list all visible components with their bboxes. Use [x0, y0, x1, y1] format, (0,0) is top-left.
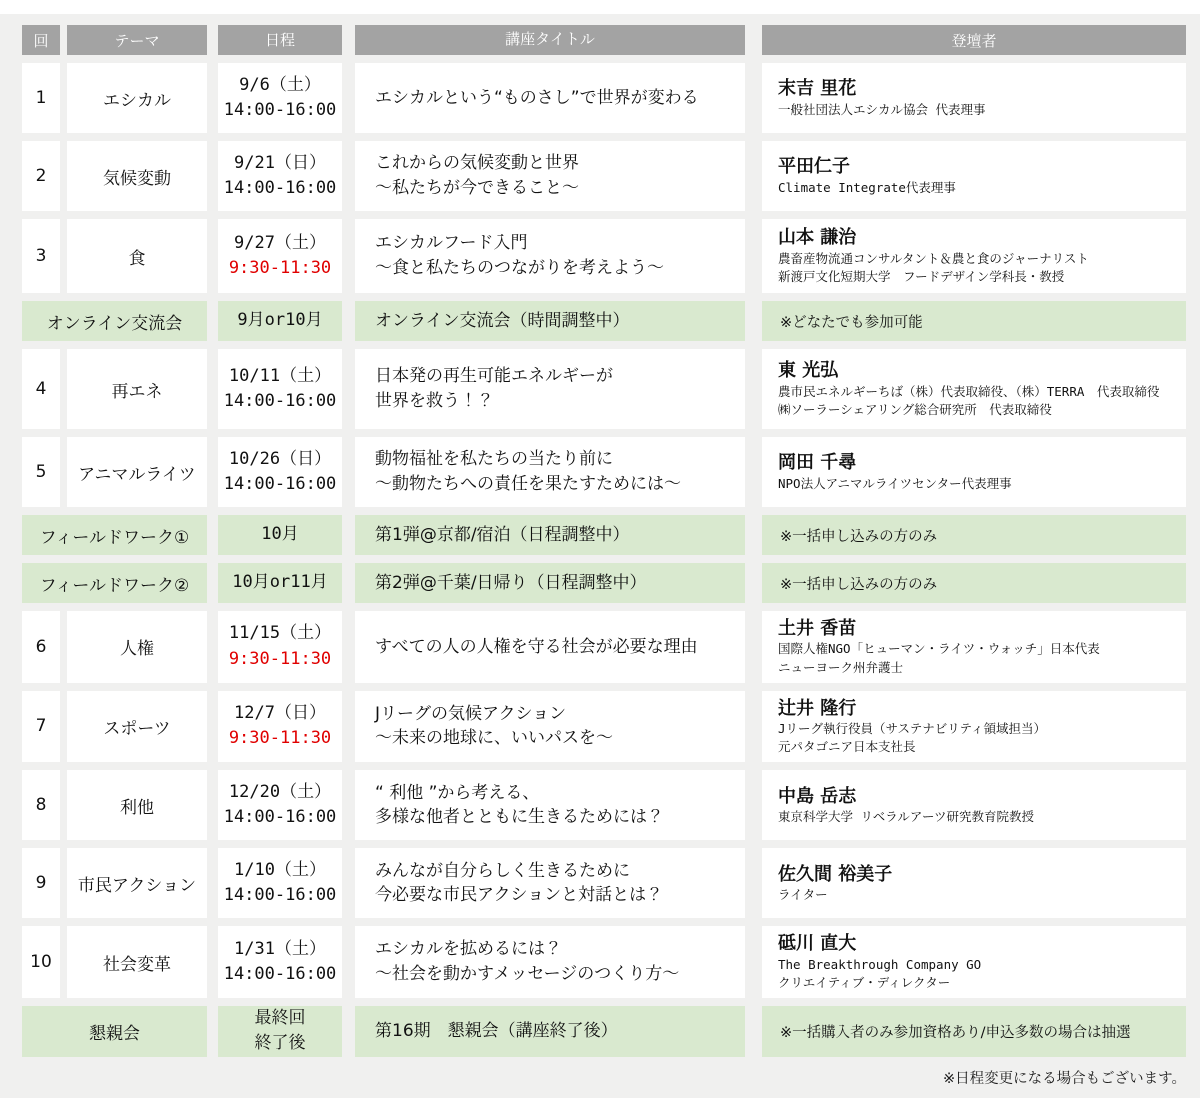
- time-line: 14:00-16:00: [223, 885, 337, 906]
- title-line: ～食と私たちのつながりを考えよう～: [375, 258, 664, 278]
- special-row-label: 懇親会: [22, 1006, 207, 1057]
- title-cell: [355, 1006, 745, 1057]
- date-cell: [218, 1006, 342, 1057]
- header-date: 日程: [218, 25, 342, 55]
- session-number: 7: [22, 691, 60, 763]
- title-cell: [355, 437, 745, 507]
- speaker-cell: [762, 691, 1186, 763]
- table-row: [22, 611, 1186, 683]
- date-line: 終了後: [254, 1033, 306, 1054]
- table-row: [22, 219, 1186, 293]
- speaker-role: 一般社団法人エシカル協会 代表理事: [778, 101, 986, 117]
- theme-cell: 食: [67, 219, 207, 293]
- date-line: 最終回: [254, 1007, 306, 1028]
- speaker-name: 山本 謙治: [778, 227, 857, 249]
- table-row: [22, 437, 1186, 507]
- date-line: 12/7（日）: [234, 702, 326, 723]
- date-cell: [218, 691, 342, 763]
- title-line: 第1弾@京都/宿泊（日程調整中）: [375, 524, 630, 545]
- participation-note: ※一括購入者のみ参加資格あり/申込多数の場合は抽選: [762, 1006, 1186, 1057]
- time-line: 9:30-11:30: [228, 648, 332, 669]
- header-theme: テーマ: [67, 25, 207, 55]
- theme-cell: アニマルライツ: [67, 437, 207, 507]
- speaker-role: クリエイティブ・ディレクター: [778, 974, 951, 990]
- title-cell: [355, 63, 745, 133]
- schedule-change-disclaimer: ※日程変更になる場合もございます。: [943, 1070, 1186, 1087]
- header-speakers: 登壇者: [762, 25, 1186, 55]
- table-header-row: [22, 25, 1186, 55]
- speaker-name: 砥川 直大: [778, 933, 857, 955]
- title-cell: [355, 563, 745, 603]
- title-cell: [355, 848, 745, 918]
- date-line: 10月or11月: [232, 572, 328, 593]
- title-cell: [355, 349, 745, 429]
- date-line: 10月: [261, 524, 299, 545]
- header-session: 回: [22, 25, 60, 55]
- title-line: Jリーグの気候アクション: [375, 703, 567, 724]
- date-cell: [218, 926, 342, 998]
- speaker-cell: [762, 926, 1186, 998]
- date-cell: [218, 301, 342, 341]
- date-line: 1/31（土）: [234, 938, 326, 959]
- special-row-label: オンライン交流会: [22, 301, 207, 341]
- speaker-name: 末吉 里花: [778, 78, 857, 100]
- title-cell: [355, 770, 745, 840]
- title-cell: [355, 219, 745, 293]
- date-line: 9/6（土）: [239, 74, 321, 95]
- table-row: [22, 770, 1186, 840]
- theme-cell: エシカル: [67, 63, 207, 133]
- course-schedule-table: [22, 25, 1186, 1057]
- title-cell: [355, 926, 745, 998]
- time-line: 14:00-16:00: [223, 474, 337, 494]
- speaker-cell: [762, 437, 1186, 507]
- time-line: 14:00-16:00: [223, 391, 337, 411]
- fieldwork-2-row: [22, 563, 1186, 603]
- speaker-cell: [762, 848, 1186, 918]
- date-cell: [218, 515, 342, 555]
- date-cell: [218, 437, 342, 507]
- session-number: 3: [22, 219, 60, 293]
- title-cell: [355, 301, 745, 341]
- speaker-role: 農畜産物流通コンサルタント＆農と食のジャーナリスト: [778, 250, 1089, 266]
- participation-note: ※一括申し込みの方のみ: [762, 563, 1186, 603]
- title-line: 多様な他者とともに生きるためには？: [375, 807, 664, 828]
- speaker-name: 土井 香苗: [778, 618, 857, 639]
- speaker-cell: [762, 349, 1186, 429]
- speaker-name: 平田仁子: [778, 156, 850, 178]
- speaker-role: 元パタゴニア日本支社長: [778, 739, 916, 755]
- date-line: 10/26（日）: [228, 448, 332, 469]
- session-number: 8: [22, 770, 60, 840]
- date-cell: [218, 770, 342, 840]
- table-row: [22, 926, 1186, 998]
- date-cell: [218, 349, 342, 429]
- date-line: 9月or10月: [237, 310, 323, 331]
- title-line: エシカルを拡めるには？: [375, 939, 562, 960]
- speaker-cell: [762, 219, 1186, 293]
- schedule-page: [0, 14, 1200, 1098]
- speaker-role: 国際人権NGO「ヒューマン・ライツ・ウォッチ」日本代表: [778, 641, 1100, 657]
- title-line: みんなが自分らしく生きるために: [375, 860, 630, 881]
- title-cell: [355, 141, 745, 211]
- title-cell: [355, 515, 745, 555]
- speaker-role: ライター: [778, 886, 828, 902]
- title-line: 第2弾@千葉/日帰り（日程調整中）: [375, 572, 647, 593]
- date-cell: [218, 141, 342, 211]
- speaker-name: 中島 岳志: [778, 785, 857, 807]
- date-cell: [218, 563, 342, 603]
- speaker-role: 農市民エネルギーちば（株）代表取締役、（株）TERRA 代表取締役: [778, 383, 1160, 399]
- session-number: 6: [22, 611, 60, 683]
- date-cell: [218, 63, 342, 133]
- title-line: エシカルフード入門: [375, 233, 528, 254]
- time-line: 14:00-16:00: [223, 807, 337, 828]
- social-gathering-row: [22, 1006, 1186, 1057]
- theme-cell: 市民アクション: [67, 848, 207, 918]
- session-number: 2: [22, 141, 60, 211]
- fieldwork-1-row: [22, 515, 1186, 555]
- special-row-label: フィールドワーク②: [22, 563, 207, 603]
- participation-note: ※一括申し込みの方のみ: [762, 515, 1186, 555]
- time-line: 14:00-16:00: [223, 178, 337, 198]
- table-row: [22, 691, 1186, 763]
- speaker-role: Climate Integrate代表理事: [778, 179, 956, 195]
- date-line: 12/20（土）: [228, 781, 332, 802]
- participation-note: ※どなたでも参加可能: [762, 301, 1186, 341]
- speaker-role: Jリーグ執行役員（サステナビリティ領域担当）: [778, 721, 1047, 737]
- title-line: これからの気候変動と世界: [375, 153, 579, 174]
- time-line: 9:30-11:30: [228, 258, 332, 278]
- top-white-strip: [0, 0, 1200, 14]
- theme-cell: スポーツ: [67, 691, 207, 763]
- header-title: 講座タイトル: [355, 25, 745, 55]
- time-line: 14:00-16:00: [223, 964, 337, 985]
- date-line: 10/11（土）: [228, 365, 332, 386]
- title-line: 日本発の再生可能エネルギーが: [375, 366, 613, 387]
- table-row: [22, 848, 1186, 918]
- date-line: 9/21（日）: [234, 152, 326, 173]
- date-line: 9/27（土）: [234, 232, 326, 253]
- speaker-cell: [762, 770, 1186, 840]
- speaker-role: NPO法人アニマルライツセンター代表理事: [778, 475, 1012, 491]
- title-line: ～社会を動かすメッセージのつくり方～: [375, 964, 680, 985]
- title-line: すべての人の人権を守る社会が必要な理由: [375, 636, 698, 657]
- table-row: [22, 349, 1186, 429]
- session-number: 4: [22, 349, 60, 429]
- title-cell: [355, 691, 745, 763]
- theme-cell: 利他: [67, 770, 207, 840]
- theme-cell: 再エネ: [67, 349, 207, 429]
- date-cell: [218, 611, 342, 683]
- theme-cell: 人権: [67, 611, 207, 683]
- title-cell: [355, 611, 745, 683]
- date-line: 1/10（土）: [234, 859, 326, 880]
- speaker-name: 辻井 隆行: [778, 697, 857, 719]
- title-line: ～未来の地球に、いいパスを～: [375, 728, 613, 749]
- title-line: 第16期 懇親会（講座終了後）: [375, 1021, 618, 1042]
- time-line: 9:30-11:30: [228, 728, 332, 749]
- speaker-role: ニューヨーク州弁護士: [778, 659, 904, 675]
- online-meetup-row: [22, 301, 1186, 341]
- speaker-cell: [762, 141, 1186, 211]
- session-number: 10: [22, 926, 60, 998]
- table-row: [22, 141, 1186, 211]
- special-row-label: フィールドワーク①: [22, 515, 207, 555]
- speaker-name: 岡田 千尋: [778, 452, 857, 474]
- title-line: ～私たちが今できること～: [375, 178, 579, 198]
- speaker-name: 東 光弘: [778, 360, 839, 382]
- session-number: 1: [22, 63, 60, 133]
- date-cell: [218, 219, 342, 293]
- speaker-name: 佐久間 裕美子: [778, 863, 893, 885]
- speaker-role: ㈱ソーラーシェアリング総合研究所 代表取締役: [778, 401, 1052, 417]
- theme-cell: 気候変動: [67, 141, 207, 211]
- date-cell: [218, 848, 342, 918]
- speaker-cell: [762, 63, 1186, 133]
- table-row: [22, 63, 1186, 133]
- title-line: オンライン交流会（時間調整中）: [375, 310, 630, 331]
- speaker-cell: [762, 611, 1186, 683]
- speaker-role: The Breakthrough Company GO: [778, 956, 982, 972]
- title-line: エシカルという“ものさし”で世界が変わる: [375, 87, 699, 108]
- date-line: 11/15（土）: [228, 623, 332, 644]
- session-number: 5: [22, 437, 60, 507]
- title-line: “ 利他 ”から考える、: [375, 782, 540, 803]
- speaker-role: 東京科学大学 リベラルアーツ研究教育院教授: [778, 808, 1035, 824]
- speaker-role: 新渡戸文化短期大学 フードデザイン学科長・教授: [778, 268, 1065, 284]
- title-line: ～動物たちへの責任を果たすためには～: [375, 474, 681, 494]
- time-line: 14:00-16:00: [223, 100, 337, 120]
- title-line: 動物福祉を私たちの当たり前に: [375, 449, 613, 470]
- theme-cell: 社会変革: [67, 926, 207, 998]
- title-line: 世界を救う！？: [375, 391, 494, 411]
- title-line: 今必要な市民アクションと対話とは？: [375, 885, 664, 906]
- session-number: 9: [22, 848, 60, 918]
